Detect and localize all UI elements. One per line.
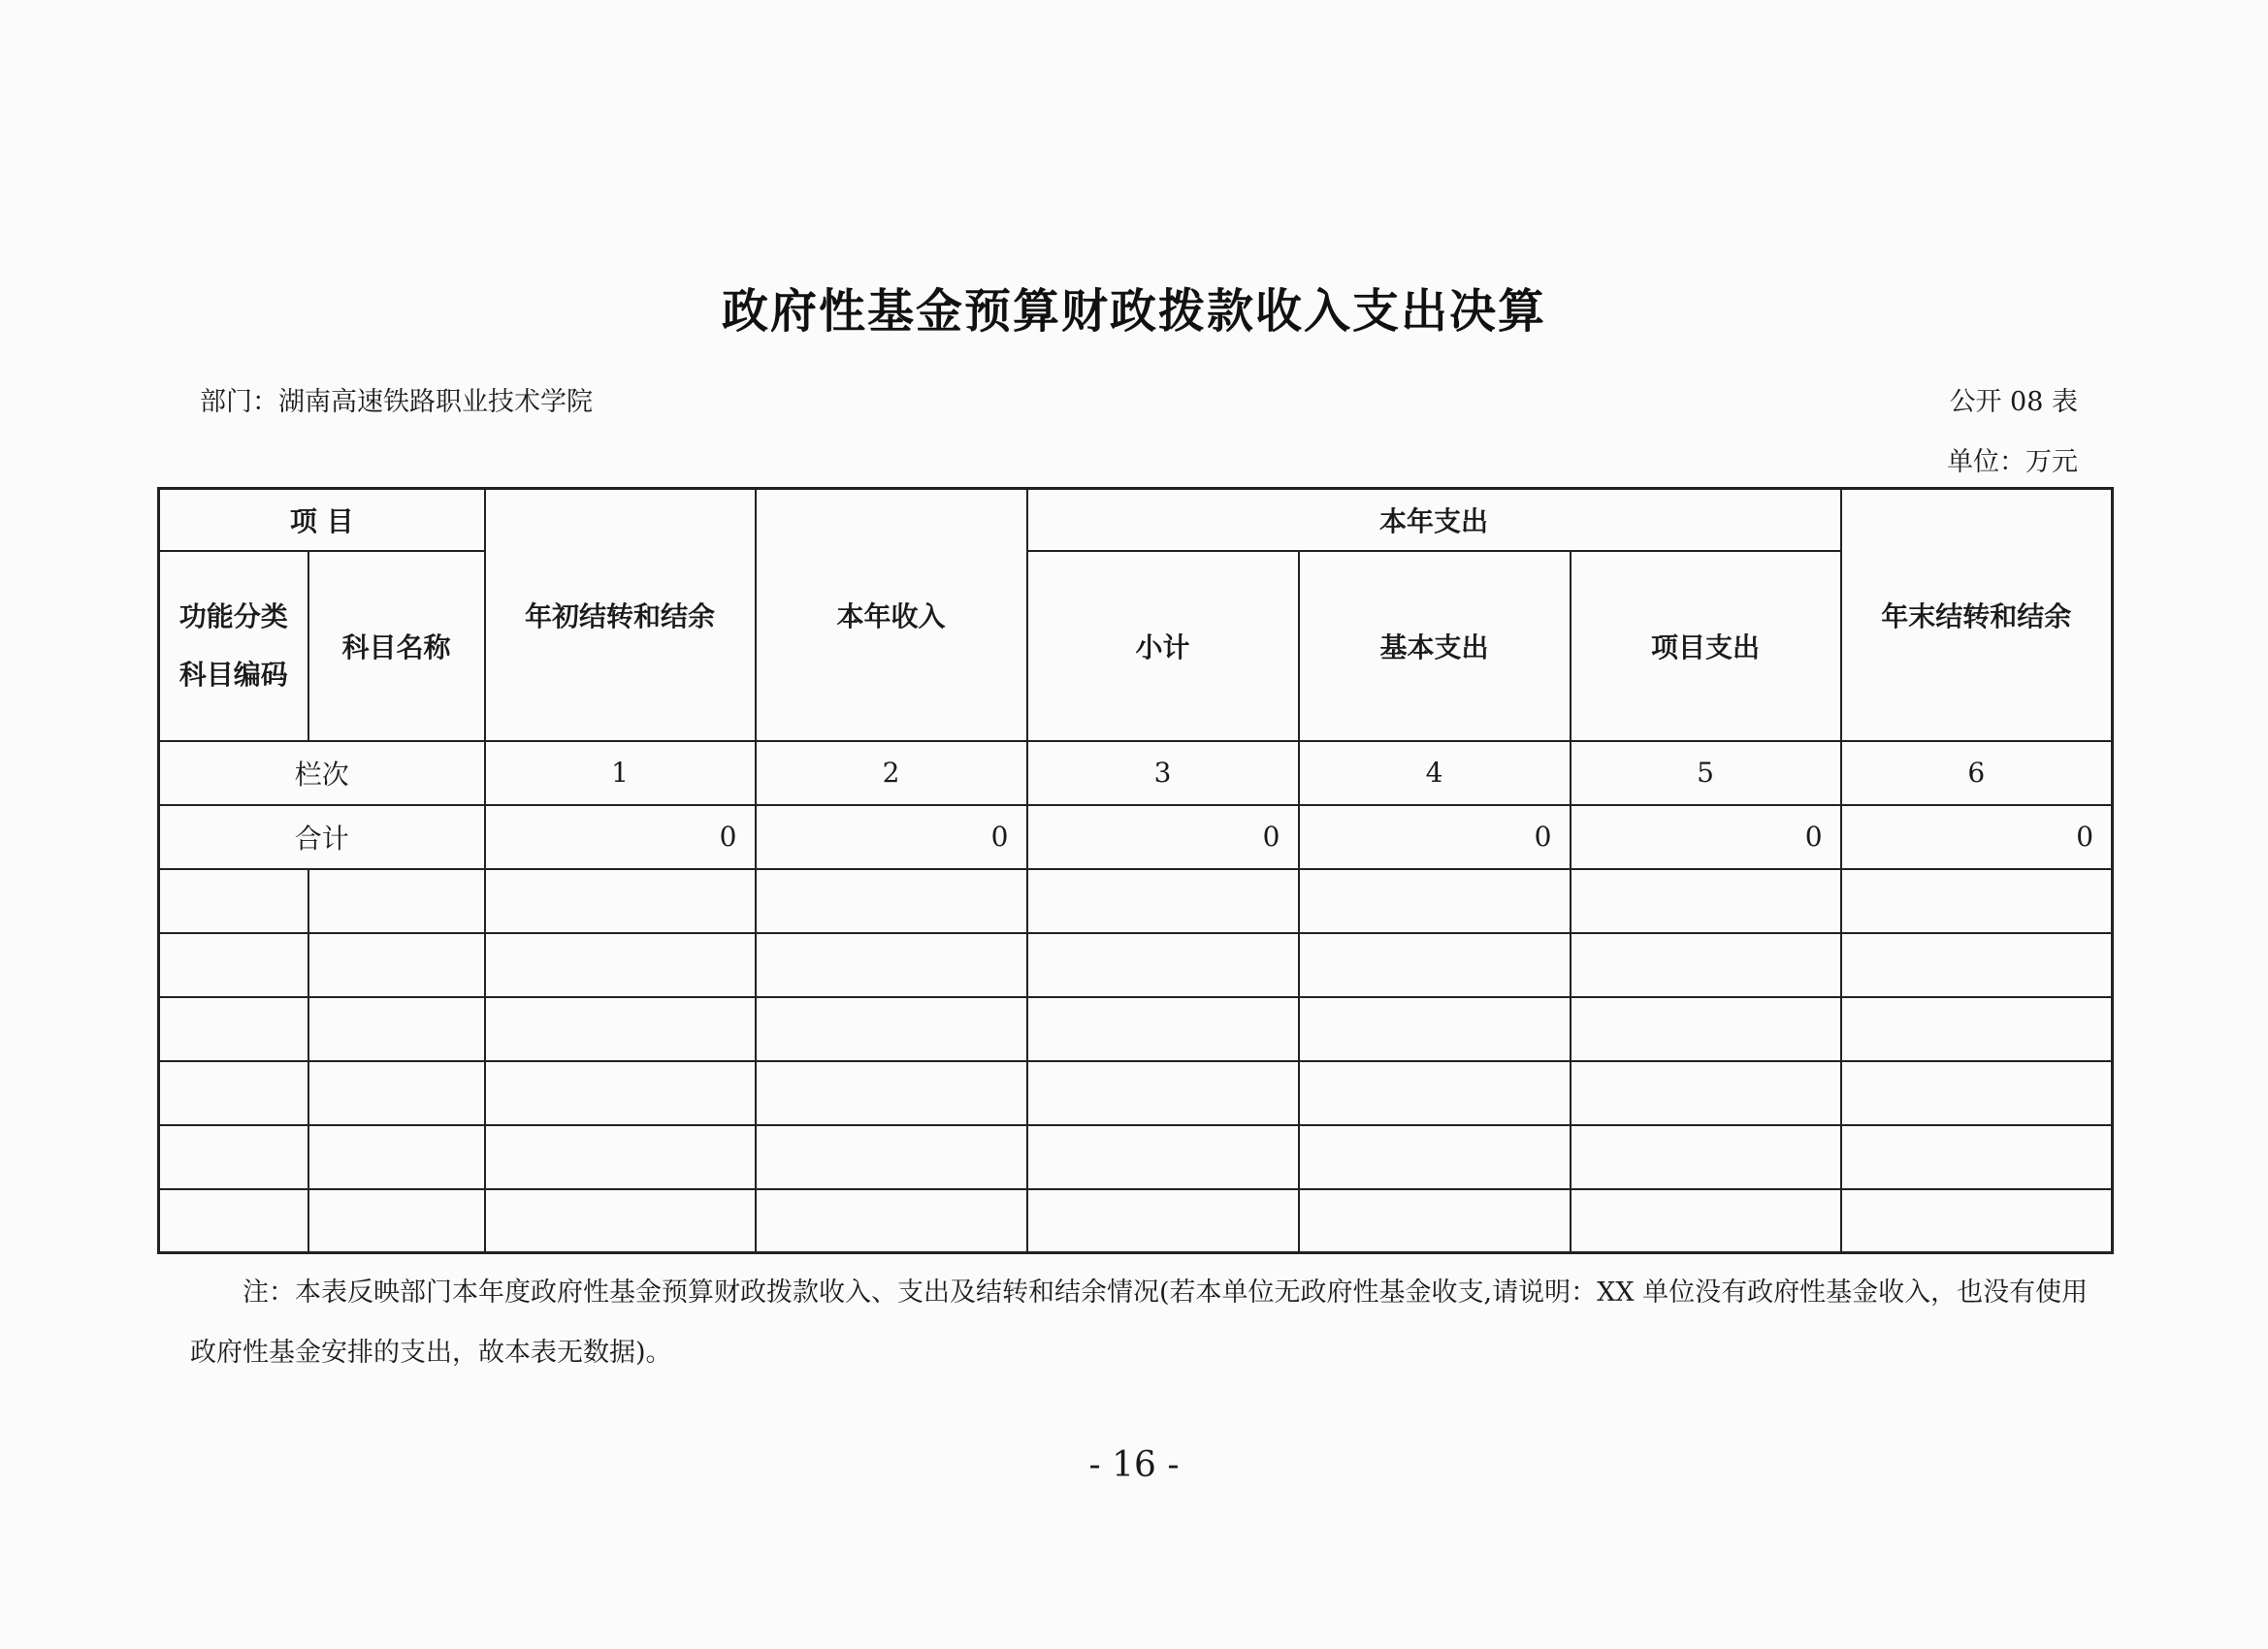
- page-number: - 16 -: [1088, 1445, 1180, 1485]
- page-title: 政府性基金预算财政拨款收入支出决算: [721, 284, 1546, 339]
- header-subject-name: 科目名称: [308, 551, 485, 741]
- total-value: 0: [485, 805, 756, 869]
- header-item: 项 目: [159, 489, 485, 551]
- column-row-label: 栏次: [159, 741, 485, 805]
- header-basic-exp: 基本支出: [1299, 551, 1571, 741]
- header-expenditure: 本年支出: [1027, 489, 1841, 551]
- table-row: [159, 1061, 2113, 1125]
- column-number: 3: [1027, 741, 1299, 805]
- column-number: 6: [1841, 741, 2113, 805]
- total-value: 0: [1027, 805, 1299, 869]
- total-value: 0: [1299, 805, 1571, 869]
- header-closing-balance: 年末结转和结余: [1841, 489, 2113, 741]
- unit-label: 单位：万元: [1947, 447, 2078, 477]
- header-project-exp: 项目支出: [1571, 551, 1841, 741]
- column-number: 2: [756, 741, 1027, 805]
- table-row: [159, 1189, 2113, 1253]
- header-func-code-line1: 功能分类: [178, 599, 288, 632]
- table-row: [159, 933, 2113, 997]
- column-number: 1: [485, 741, 756, 805]
- total-value: 0: [756, 805, 1027, 869]
- footnote: 注：本表反映部门本年度政府性基金预算财政拨款收入、支出及结转和结余情况(若本单位无政府性基金收支,请说明：XX 单位没有政府性基金收入，也没有使用政府性基金安排的支出，故本表无数据)。: [190, 1277, 2089, 1368]
- total-value: 0: [1571, 805, 1841, 869]
- header-opening-balance: 年初结转和结余: [485, 489, 756, 741]
- budget-table: [157, 487, 2114, 1254]
- header-func-code: [159, 551, 308, 741]
- table-number: 公开 08 表: [1949, 387, 2078, 417]
- header-func-code-line2: 科目编码: [178, 658, 288, 691]
- total-row-label: 合计: [159, 805, 485, 869]
- total-value: 0: [1841, 805, 2113, 869]
- table-row: [159, 869, 2113, 933]
- department-label: 部门：湖南高速铁路职业技术学院: [200, 387, 593, 417]
- column-number-row: [159, 741, 2113, 805]
- header-subtotal: 小计: [1027, 551, 1299, 741]
- table-row: [159, 1125, 2113, 1189]
- table-row: [159, 997, 2113, 1061]
- total-row: [159, 805, 2113, 869]
- column-number: 5: [1571, 741, 1841, 805]
- column-number: 4: [1299, 741, 1571, 805]
- header-income: 本年收入: [756, 489, 1027, 741]
